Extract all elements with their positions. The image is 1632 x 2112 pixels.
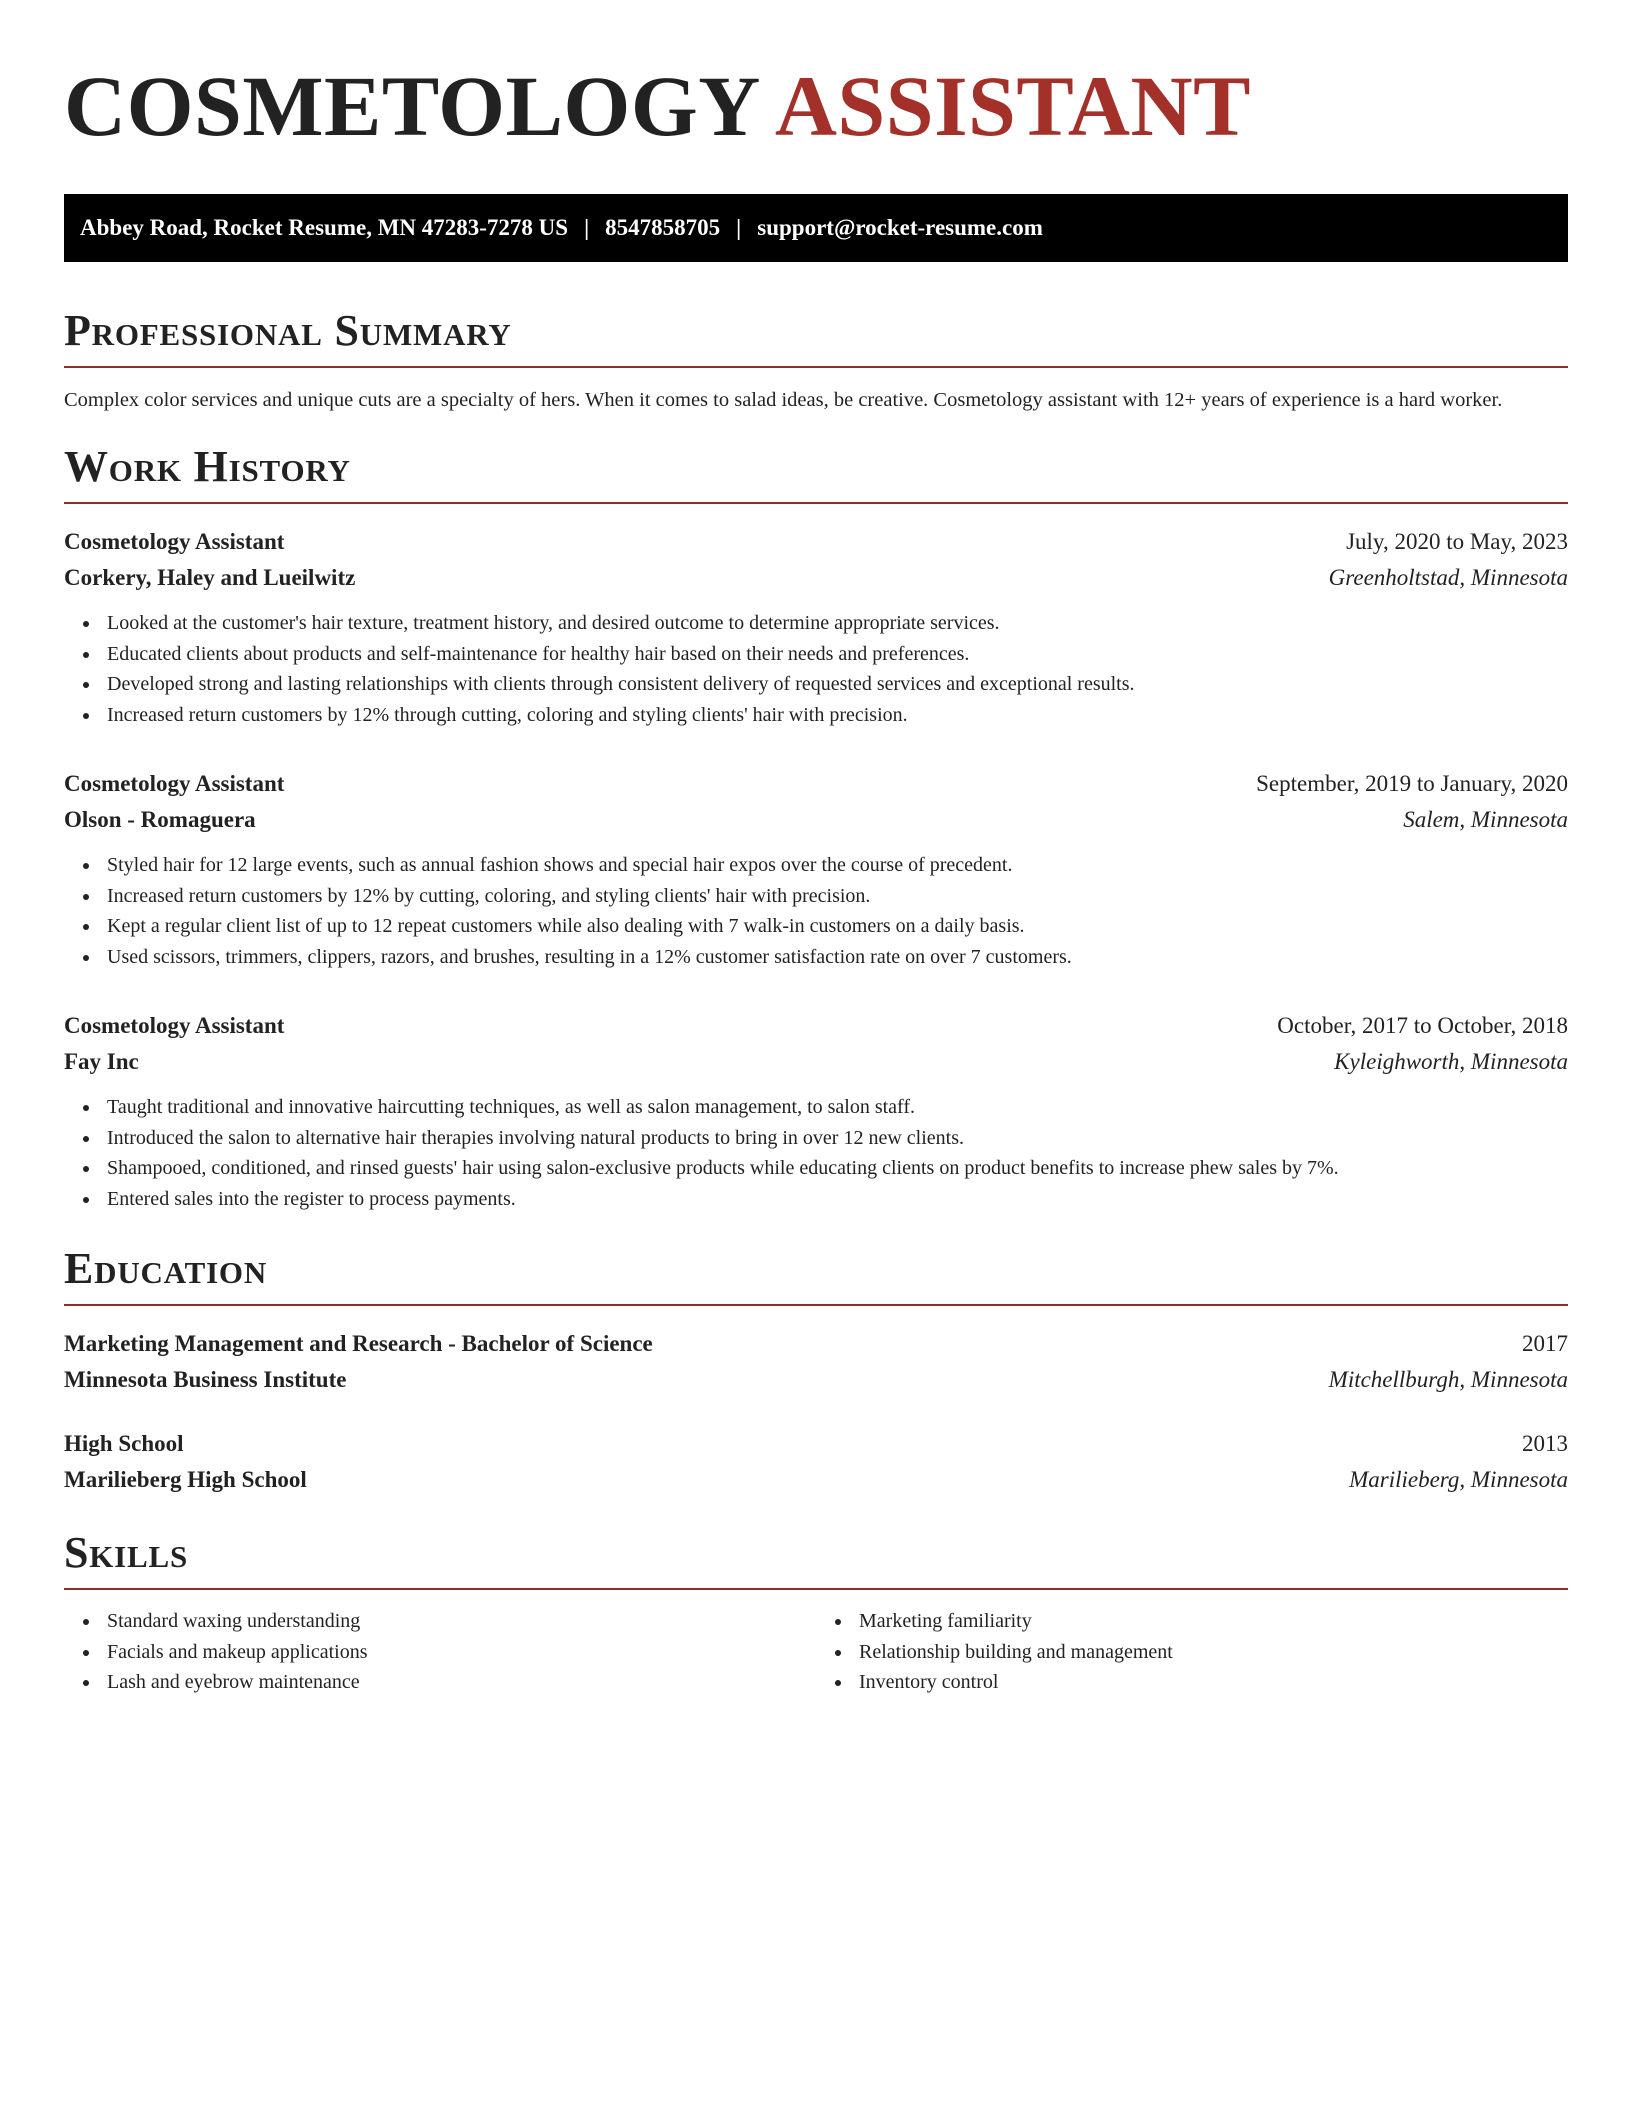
job-dates: July, 2020 to May, 2023 <box>1346 529 1568 554</box>
list-item: Shampooed, conditioned, and rinsed guests' hair using salon-exclusive products while educating clients on product benefits to increase phew sales by 7%. <box>107 1153 1568 1184</box>
skill-item: Lash and eyebrow maintenance <box>107 1667 816 1698</box>
job-bullets <box>64 608 1568 730</box>
skills-list <box>64 1606 1568 1698</box>
job-location: Greenholtstad, Minnesota <box>1328 565 1568 590</box>
job-company: Fay Inc <box>64 1049 139 1074</box>
section-divider <box>64 1588 1568 1590</box>
education-location: Mitchellburgh, Minnesota <box>1328 1367 1568 1392</box>
skill-item: Inventory control <box>859 1667 1568 1698</box>
summary-heading: Professional Summary <box>64 306 512 355</box>
skill-item: Relationship building and management <box>859 1637 1568 1668</box>
education-degree: Marketing Management and Research - Bachelor of Science <box>64 1331 653 1356</box>
list-item: Looked at the customer's hair texture, treatment history, and desired outcome to determine appropriate services. <box>107 608 1568 639</box>
list-item: Developed strong and lasting relationships with clients through consistent delivery of requested services and exceptional results. <box>107 669 1568 700</box>
list-item: Entered sales into the register to process payments. <box>107 1184 1568 1215</box>
list-item: Styled hair for 12 large events, such as annual fashion shows and special hair expos over the course of precedent. <box>107 850 1568 881</box>
job-entry <box>64 524 1568 730</box>
contact-phone: 8547858705 <box>605 215 721 240</box>
section-divider <box>64 366 1568 368</box>
list-item: Educated clients about products and self-maintenance for healthy hair based on their needs and preferences. <box>107 639 1568 670</box>
list-item: Increased return customers by 12% by cutting, coloring, and styling clients' hair with precision. <box>107 881 1568 912</box>
skills-column-left <box>64 1606 816 1698</box>
section-divider <box>64 1304 1568 1306</box>
contact-address: Abbey Road, Rocket Resume, MN 47283-7278 US <box>80 215 569 240</box>
list-item: Introduced the salon to alternative hair therapies involving natural products to bring in over 12 new clients. <box>107 1123 1568 1154</box>
list-item: Used scissors, trimmers, clippers, razors, and brushes, resulting in a 12% customer satisfaction rate on over 7 customers. <box>107 942 1568 973</box>
job-company: Olson - Romaguera <box>64 807 256 832</box>
contact-separator: | <box>736 215 742 240</box>
job-entry <box>64 1008 1568 1214</box>
job-role: Cosmetology Assistant <box>64 771 285 796</box>
contact-email: support@rocket-resume.com <box>757 215 1043 240</box>
job-bullets <box>64 1092 1568 1214</box>
contact-separator: | <box>584 215 590 240</box>
education-location: Marilieberg, Minnesota <box>1349 1467 1568 1492</box>
job-entry <box>64 766 1568 972</box>
job-dates: September, 2019 to January, 2020 <box>1256 771 1568 796</box>
education-entry <box>64 1426 1568 1498</box>
job-dates: October, 2017 to October, 2018 <box>1277 1013 1568 1038</box>
job-bullets <box>64 850 1568 972</box>
summary-text: Complex color services and unique cuts are a specialty of hers. When it comes to salad ideas, be creative. Cosmetology assistant with 12+ years of experience is a hard worker. <box>64 389 1503 411</box>
education-degree: High School <box>64 1431 184 1456</box>
name-last: ASSISTANT <box>774 58 1251 154</box>
skill-item: Standard waxing understanding <box>107 1606 816 1637</box>
skill-item: Facials and makeup applications <box>107 1637 816 1668</box>
education-school: Marilieberg High School <box>64 1467 307 1492</box>
skills-heading: Skills <box>64 1528 189 1577</box>
resume-name <box>64 58 1568 154</box>
name-first: COSMETOLOGY <box>64 58 761 154</box>
section-divider <box>64 502 1568 504</box>
education-heading: Education <box>64 1244 268 1293</box>
contact-bar <box>64 194 1568 262</box>
list-item: Taught traditional and innovative haircutting techniques, as well as salon management, to salon staff. <box>107 1092 1568 1123</box>
education-year: 2013 <box>1522 1431 1568 1456</box>
work-history-heading: Work History <box>64 442 351 491</box>
list-item: Increased return customers by 12% through cutting, coloring and styling clients' hair with precision. <box>107 700 1568 731</box>
skill-item: Marketing familiarity <box>859 1606 1568 1637</box>
job-role: Cosmetology Assistant <box>64 529 285 554</box>
job-location: Kyleighworth, Minnesota <box>1334 1049 1568 1074</box>
job-location: Salem, Minnesota <box>1403 807 1568 832</box>
skills-column-right <box>816 1606 1568 1698</box>
job-role: Cosmetology Assistant <box>64 1013 285 1038</box>
list-item: Kept a regular client list of up to 12 repeat customers while also dealing with 7 walk-in customers on a daily basis. <box>107 911 1568 942</box>
education-entry <box>64 1326 1568 1398</box>
education-school: Minnesota Business Institute <box>64 1367 347 1392</box>
job-company: Corkery, Haley and Lueilwitz <box>64 565 356 590</box>
education-year: 2017 <box>1522 1331 1568 1356</box>
